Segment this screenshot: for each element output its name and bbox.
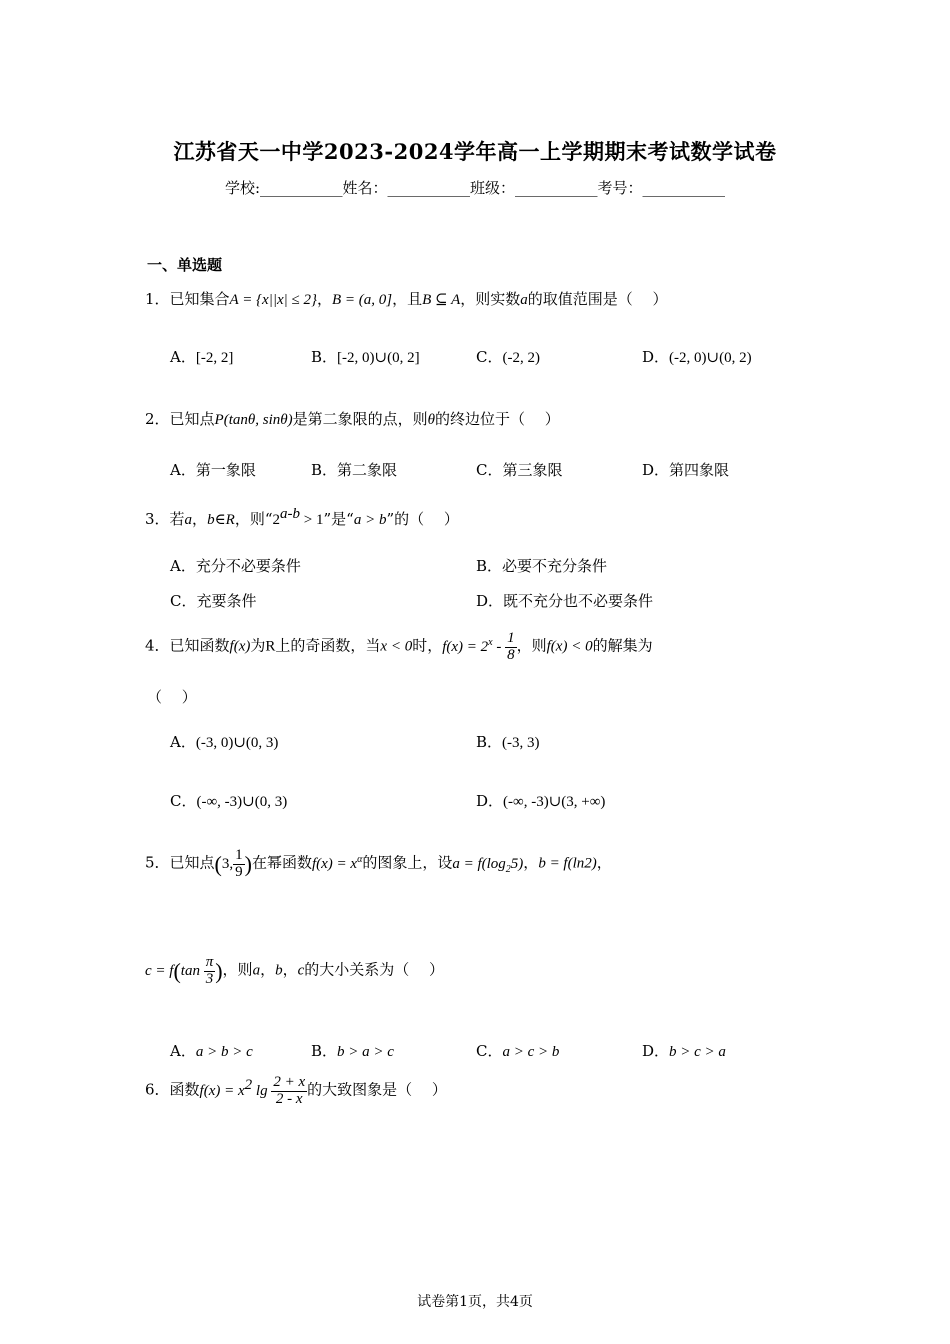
q3-condition-1	[272, 506, 324, 528]
q5-comma: ，	[523, 853, 539, 872]
option-value: (-3, 3)	[502, 735, 540, 751]
q3-comma: ，	[192, 510, 208, 528]
question-6	[145, 1075, 447, 1108]
option-value: (-3, 0)∪(0, 3)	[195, 735, 279, 751]
q5-c-definition: c = f(tan $\frac{\pi}{3}$ )	[145, 954, 223, 987]
question-5-line-2: c = f(tan $\frac{\pi}{3}$ )，则a，b，c的大小关系为（ ）	[145, 954, 445, 987]
q4-text: 为	[250, 636, 266, 655]
q1-condition: B ⊆ A	[422, 292, 461, 308]
q3-number: 3．若	[145, 510, 185, 528]
q5-text-4: 的大小关系为（ ）	[304, 960, 445, 979]
c-def: c = f	[145, 962, 174, 979]
a-end: 5)	[510, 855, 524, 872]
lg: lg	[252, 1082, 268, 1099]
q5-option-d[interactable]	[642, 1040, 726, 1061]
log-fraction	[271, 1075, 307, 1108]
q5-text-2: 的图象上，设	[362, 853, 453, 872]
option-value: [-2, 2]	[195, 350, 234, 366]
exam-title: 江苏省天一中学2023-2024学年高一上学期期末考试数学试卷	[173, 139, 777, 164]
option-value: b > c > a	[669, 1044, 726, 1060]
option-label: D．	[476, 792, 504, 810]
q5-text-1: 在幂函数	[251, 853, 312, 872]
option-label: A．	[170, 461, 196, 479]
q4-function: f(x)	[229, 638, 251, 655]
q4-definition	[442, 630, 516, 663]
question-2	[145, 408, 560, 429]
option-label: C．	[476, 461, 503, 479]
option-value: a > b > c	[195, 1044, 253, 1060]
exponent: a-b	[280, 506, 301, 522]
option-label: A．	[170, 348, 196, 366]
section-heading-single-choice: 一、单选题	[147, 256, 223, 274]
base: 2	[272, 512, 281, 528]
q4-text-2: 时，	[412, 636, 443, 655]
option-value: a > c > b	[502, 1044, 560, 1060]
q2-number: 2．已知点	[145, 410, 215, 428]
fx: f(x) = x	[311, 855, 358, 872]
q5-comma-2: ，	[596, 853, 612, 872]
q4-option-b[interactable]	[476, 731, 540, 752]
option-label: A．	[170, 733, 196, 751]
square: 2	[244, 1076, 253, 1093]
a-def: a = f(log	[452, 855, 506, 872]
q3-text-end: ”的（ ）	[386, 510, 459, 528]
q4-condition: x < 0	[380, 638, 413, 655]
question-5	[145, 848, 612, 881]
q3-var-b: b∈R	[207, 512, 235, 528]
q1-option-c[interactable]	[476, 346, 540, 367]
q5-power-function	[311, 853, 363, 872]
q1-option-d[interactable]	[642, 346, 752, 367]
q2-option-a[interactable]	[170, 459, 256, 480]
q3-option-b[interactable]	[476, 555, 607, 576]
rest: > 1	[300, 512, 324, 528]
point-x: 3,	[221, 855, 234, 872]
q1-set-b: B = (a, 0]	[332, 292, 393, 308]
option-value: 必要不充分条件	[502, 557, 608, 575]
q2-option-d[interactable]	[642, 459, 729, 480]
option-value: (-2, 2)	[502, 350, 540, 366]
option-label: D．	[642, 1042, 670, 1060]
log-base: 2	[505, 863, 511, 875]
option-label: B．	[311, 461, 338, 479]
option-label: D．	[642, 461, 670, 479]
option-value: 第三象限	[502, 461, 563, 479]
option-label: B．	[311, 348, 338, 366]
q1-option-a[interactable]	[170, 346, 233, 367]
q3-text: ，则“	[234, 510, 273, 528]
option-label: A．	[170, 557, 196, 575]
q2-text: 是第二象限的点，则	[292, 410, 428, 428]
q5-a-definition	[452, 855, 524, 875]
q4-number: 4．已知函数	[145, 636, 230, 655]
option-value: b > a > c	[337, 1044, 394, 1060]
numerator: 2 + x	[273, 1074, 306, 1090]
q2-variable: θ	[427, 412, 435, 428]
q3-var-a: a	[184, 512, 193, 528]
option-value: 充分不必要条件	[195, 557, 301, 575]
q6-number: 6．函数	[145, 1080, 200, 1099]
option-value: 第二象限	[337, 461, 398, 479]
fraction-one-eighth	[505, 631, 517, 664]
option-label: B．	[311, 1042, 338, 1060]
option-value: 第四象限	[669, 461, 730, 479]
q5-b-definition: b = f(ln2)	[538, 855, 597, 872]
q2-point: P(tanθ, sinθ)	[214, 412, 293, 428]
q4-real-set: R	[265, 638, 276, 655]
option-label: D．	[642, 348, 670, 366]
tan: tan	[180, 962, 200, 979]
alpha: α	[357, 853, 363, 865]
q2-option-b[interactable]	[311, 459, 397, 480]
pi-over-three	[204, 955, 216, 988]
q4-text-4: 的解集为	[592, 636, 653, 655]
q1-set-a: A = {x||x| ≤ 2}	[229, 292, 317, 308]
question-3	[145, 506, 459, 529]
q6-function	[199, 1074, 308, 1107]
q1-number: 1．已知集合	[145, 290, 230, 308]
point-y-fraction	[233, 848, 245, 881]
q4-inequality: f(x) < 0	[546, 638, 593, 655]
question-4	[145, 631, 653, 664]
q4-option-a[interactable]	[170, 731, 278, 752]
page-footer: 试卷第1页，共4页	[417, 1294, 533, 1310]
denominator: 3	[205, 970, 214, 987]
denominator: 9	[235, 863, 243, 880]
q5-text-3: ，则	[222, 960, 253, 979]
q3-option-a[interactable]	[170, 555, 301, 576]
q3-option-d[interactable]	[476, 590, 653, 611]
q5-point: (3, $\frac{1}{9}$ )	[214, 847, 252, 880]
option-value: [-2, 0)∪(0, 2]	[337, 350, 420, 366]
option-value: (-∞, -3)∪(3, +∞)	[503, 794, 606, 810]
numerator: 1	[507, 630, 515, 646]
q2-text-end: 的终边位于（ ）	[435, 410, 560, 428]
q4-option-c[interactable]	[170, 790, 287, 811]
q1-sep: ，	[316, 290, 332, 308]
student-info-line: 学校:___________姓名：___________班级：___________考号：___________	[224, 179, 726, 197]
option-label: A．	[170, 1042, 196, 1060]
q3-text-mid: ”是“	[323, 510, 354, 528]
def-minus: -	[492, 638, 506, 655]
fx: f(x) = x	[199, 1082, 245, 1099]
numerator: 1	[235, 847, 243, 863]
q4-answer-paren: （ ）	[147, 688, 197, 706]
option-label: B．	[476, 557, 503, 575]
q5-var-c: c	[297, 962, 305, 979]
option-label: C．	[170, 792, 197, 810]
q6-text: 的大致图象是（ ）	[307, 1080, 447, 1099]
q1-text-end: 的取值范围是（ ）	[527, 290, 668, 308]
option-value: (-2, 0)∪(0, 2)	[669, 350, 752, 366]
option-label: C．	[476, 1042, 503, 1060]
option-label: D．	[476, 592, 504, 610]
option-value: 既不充分也不必要条件	[503, 592, 654, 610]
q5-var-a: a	[252, 962, 261, 979]
q3-condition-2: a > b	[353, 512, 387, 528]
question-1	[145, 288, 668, 309]
option-value: 充要条件	[196, 592, 257, 610]
q5-number: 5．已知点	[145, 853, 215, 872]
option-value: (-∞, -3)∪(0, 3)	[196, 794, 288, 810]
q1-variable: a	[520, 292, 528, 308]
q4-text-1: 上的奇函数，当	[275, 636, 381, 655]
numerator: π	[205, 954, 214, 970]
option-value: 第一象限	[195, 461, 256, 479]
q5-option-c[interactable]	[476, 1040, 559, 1061]
q4-text-3: ，则	[516, 636, 547, 655]
q5-option-a[interactable]	[170, 1040, 253, 1061]
q4-option-d[interactable]	[476, 790, 605, 811]
q5-option-b[interactable]	[311, 1040, 394, 1061]
q2-option-c[interactable]	[476, 459, 563, 480]
def-exponent: x	[488, 636, 493, 648]
q1-option-b[interactable]	[311, 346, 420, 367]
def-left: f(x) = 2	[442, 638, 489, 655]
q1-sep2: ，且	[392, 290, 423, 308]
option-label: C．	[476, 348, 503, 366]
option-label: B．	[476, 733, 503, 751]
denominator: 8	[507, 646, 515, 663]
denominator: 2 - x	[275, 1090, 303, 1107]
option-label: C．	[170, 592, 197, 610]
q3-option-c[interactable]	[170, 590, 257, 611]
q1-text: ，则实数	[460, 290, 521, 308]
q5-var-b: b	[275, 962, 283, 979]
